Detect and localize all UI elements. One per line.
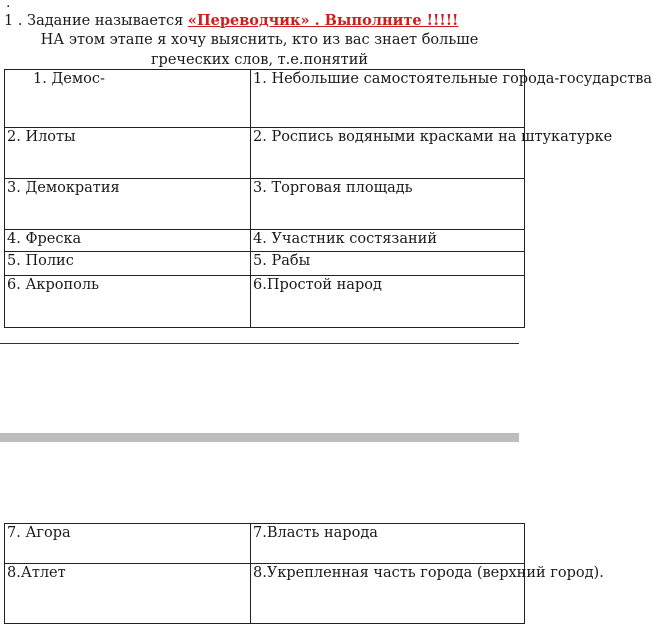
task-description-line-2: греческих слов, т.е.понятий: [150, 52, 369, 68]
task-title-highlight: «Переводчик» . Выполните !!!!!: [187, 12, 459, 29]
definition-cell: 8.Укрепленная часть города (верхний город).: [251, 564, 525, 624]
term-cell: 6. Акрополь: [5, 276, 251, 328]
table-row: [5, 179, 525, 230]
table-row: [5, 524, 525, 564]
definition-cell: 2. Роспись водяными красками на штукатурке: [251, 128, 525, 179]
term-cell: 5. Полис: [5, 252, 251, 276]
task-description-line-1: НА этом этапе я хочу выяснить, кто из вас знает больше: [40, 32, 479, 48]
table-row: [5, 564, 525, 624]
matching-table-top: [4, 69, 652, 328]
task-title-line: [0, 11, 519, 31]
task-header: [0, 11, 519, 68]
term-cell: 8.Атлет: [5, 564, 251, 624]
task-title-prefix: 1 . Задание называется: [4, 13, 188, 29]
definition-cell: 1. Небольшие самостоятельные города-государства: [251, 70, 525, 128]
definition-cell: 6.Простой народ: [251, 276, 525, 328]
page-dot: .: [6, 0, 11, 11]
page-divider-line: [0, 343, 519, 344]
term-cell: 7. Агора: [5, 524, 251, 564]
term-cell: 1. Демос-: [5, 70, 251, 128]
table-row: [5, 128, 525, 179]
table-row: [5, 230, 525, 252]
definition-cell: 7.Власть народа: [251, 524, 525, 564]
term-cell: 3. Демократия: [5, 179, 251, 230]
definition-cell: 4. Участник состязаний: [251, 230, 525, 252]
table-row: [5, 276, 525, 328]
table-row: [5, 252, 525, 276]
matching-table-bottom: [4, 523, 604, 624]
table-row: [5, 70, 525, 128]
term-cell: 2. Илоты: [5, 128, 251, 179]
definition-cell: 3. Торговая площадь: [251, 179, 525, 230]
page-break-bar: [0, 433, 519, 442]
term-cell: 4. Фреска: [5, 230, 251, 252]
definition-cell: 5. Рабы: [251, 252, 525, 276]
